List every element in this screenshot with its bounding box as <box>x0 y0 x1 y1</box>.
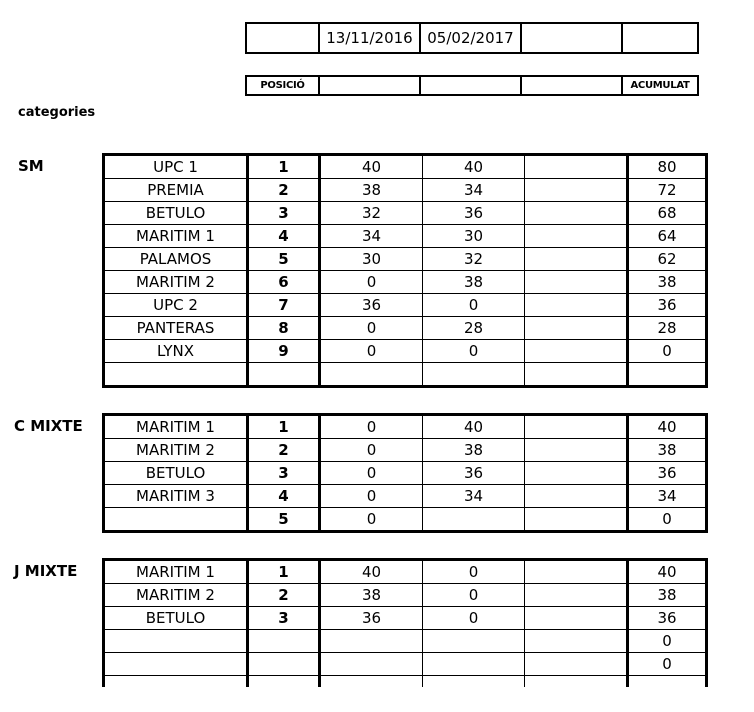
accumulated-cell: 0 <box>628 653 707 676</box>
table-row <box>104 653 707 676</box>
position-cell: 1 <box>248 560 320 584</box>
date1-score-cell: 32 <box>320 202 423 225</box>
position-cell: 4 <box>248 225 320 248</box>
team-name-cell: MARITIM 2 <box>104 584 248 607</box>
date1-score-cell: 38 <box>320 584 423 607</box>
position-cell: 2 <box>248 179 320 202</box>
position-cell: 4 <box>248 485 320 508</box>
accumulated-cell: 0 <box>628 340 707 363</box>
date3-score-cell <box>525 271 628 294</box>
position-cell: 1 <box>248 415 320 439</box>
accumulated-cell: 38 <box>628 439 707 462</box>
date2-score-cell <box>423 653 525 676</box>
date1-score-cell: 0 <box>320 415 423 439</box>
date1-score-cell: 0 <box>320 439 423 462</box>
date2-score-cell: 0 <box>423 560 525 584</box>
table-row <box>104 179 707 202</box>
position-cell: 5 <box>248 248 320 271</box>
team-name-cell: PALAMOS <box>104 248 248 271</box>
date1-score-cell: 38 <box>320 179 423 202</box>
date3-score-cell <box>525 439 628 462</box>
date3-score-cell <box>525 202 628 225</box>
date3-score-cell <box>525 607 628 630</box>
page-bottom-crop <box>0 687 754 712</box>
accumulated-cell: 38 <box>628 584 707 607</box>
date2-score-cell: 40 <box>423 415 525 439</box>
date2-score-cell: 0 <box>423 607 525 630</box>
date3-score-cell <box>525 508 628 532</box>
position-cell <box>248 630 320 653</box>
date3-score-cell <box>525 415 628 439</box>
table-row <box>104 462 707 485</box>
team-name-cell: BETULO <box>104 202 248 225</box>
accumulated-cell: 0 <box>628 508 707 532</box>
table-row <box>104 294 707 317</box>
team-name-cell: MARITIM 1 <box>104 415 248 439</box>
position-cell: 3 <box>248 607 320 630</box>
date3-score-cell <box>525 155 628 179</box>
table-row <box>104 485 707 508</box>
position-cell: 3 <box>248 202 320 225</box>
accumulated-cell: 40 <box>628 415 707 439</box>
date3-score-cell <box>525 653 628 676</box>
date1-score-cell <box>320 653 423 676</box>
accumulated-cell: 36 <box>628 294 707 317</box>
team-name-cell <box>104 653 248 676</box>
date2-score-cell: 28 <box>423 317 525 340</box>
date1-score-cell <box>320 630 423 653</box>
date1-score-cell: 36 <box>320 607 423 630</box>
date1-score-cell: 0 <box>320 485 423 508</box>
date-cell-blank <box>246 23 319 53</box>
date2-score-cell: 34 <box>423 485 525 508</box>
date1-score-cell: 0 <box>320 508 423 532</box>
team-name-cell: UPC 1 <box>104 155 248 179</box>
date3-score-cell <box>525 317 628 340</box>
table-row <box>104 584 707 607</box>
team-name-cell <box>104 363 248 387</box>
date-cell-3 <box>521 23 622 53</box>
table-row <box>104 271 707 294</box>
header-dates-row <box>245 22 699 54</box>
table-row <box>104 225 707 248</box>
table-row <box>104 508 707 532</box>
label-cell-3 <box>521 76 622 95</box>
date1-score-cell: 40 <box>320 560 423 584</box>
date2-score-cell: 0 <box>423 340 525 363</box>
team-name-cell: PREMIA <box>104 179 248 202</box>
accumulated-cell: 72 <box>628 179 707 202</box>
date3-score-cell <box>525 462 628 485</box>
team-name-cell: PANTERAS <box>104 317 248 340</box>
accumulated-cell: 80 <box>628 155 707 179</box>
team-name-cell: MARITIM 2 <box>104 271 248 294</box>
team-name-cell: MARITIM 3 <box>104 485 248 508</box>
position-cell: 8 <box>248 317 320 340</box>
section-label-c-mixte: C MIXTE <box>14 417 83 435</box>
date3-score-cell <box>525 179 628 202</box>
date3-score-cell <box>525 560 628 584</box>
team-name-cell <box>104 508 248 532</box>
date3-score-cell <box>525 485 628 508</box>
team-name-cell: BETULO <box>104 607 248 630</box>
accumulated-header: ACUMULAT <box>622 76 698 95</box>
date1-score-cell: 0 <box>320 271 423 294</box>
section-table-j-mixte <box>102 558 708 701</box>
table-row <box>104 439 707 462</box>
position-cell: 5 <box>248 508 320 532</box>
position-cell: 2 <box>248 584 320 607</box>
accumulated-cell: 40 <box>628 560 707 584</box>
accumulated-cell: 64 <box>628 225 707 248</box>
section-label-j-mixte: J MIXTE <box>14 562 78 580</box>
position-cell: 9 <box>248 340 320 363</box>
date3-score-cell <box>525 584 628 607</box>
position-cell: 3 <box>248 462 320 485</box>
label-cell-2 <box>420 76 521 95</box>
date-cell-2: 05/02/2017 <box>420 23 521 53</box>
accumulated-cell: 0 <box>628 630 707 653</box>
accumulated-cell: 36 <box>628 462 707 485</box>
team-name-cell: LYNX <box>104 340 248 363</box>
date2-score-cell <box>423 630 525 653</box>
team-name-cell: MARITIM 1 <box>104 560 248 584</box>
table-row <box>104 202 707 225</box>
table-row <box>104 317 707 340</box>
position-cell: 1 <box>248 155 320 179</box>
position-cell: 7 <box>248 294 320 317</box>
date3-score-cell <box>525 340 628 363</box>
date2-score-cell: 32 <box>423 248 525 271</box>
date3-score-cell <box>525 225 628 248</box>
date2-score-cell: 0 <box>423 584 525 607</box>
date3-score-cell <box>525 630 628 653</box>
table-row <box>104 415 707 439</box>
date1-score-cell: 0 <box>320 317 423 340</box>
date3-score-cell <box>525 363 628 387</box>
date1-score-cell: 30 <box>320 248 423 271</box>
accumulated-cell: 62 <box>628 248 707 271</box>
date1-score-cell <box>320 363 423 387</box>
team-name-cell: MARITIM 1 <box>104 225 248 248</box>
accumulated-cell: 34 <box>628 485 707 508</box>
position-cell <box>248 653 320 676</box>
accumulated-cell <box>628 363 707 387</box>
section-label-sm: SM <box>18 157 44 175</box>
date1-score-cell: 36 <box>320 294 423 317</box>
date1-score-cell: 0 <box>320 340 423 363</box>
date3-score-cell <box>525 248 628 271</box>
team-name-cell: BETULO <box>104 462 248 485</box>
date2-score-cell <box>423 363 525 387</box>
position-cell: 6 <box>248 271 320 294</box>
date3-score-cell <box>525 294 628 317</box>
table-row <box>104 607 707 630</box>
accumulated-cell: 28 <box>628 317 707 340</box>
date-cell-1: 13/11/2016 <box>319 23 420 53</box>
date2-score-cell: 36 <box>423 202 525 225</box>
team-name-cell <box>104 630 248 653</box>
table-row <box>104 155 707 179</box>
position-cell: 2 <box>248 439 320 462</box>
date2-score-cell: 38 <box>423 271 525 294</box>
date1-score-cell: 34 <box>320 225 423 248</box>
label-cell-1 <box>319 76 420 95</box>
date1-score-cell: 0 <box>320 462 423 485</box>
section-table-c-mixte <box>102 413 708 533</box>
date1-score-cell: 40 <box>320 155 423 179</box>
date2-score-cell: 38 <box>423 439 525 462</box>
date2-score-cell: 30 <box>423 225 525 248</box>
table-row <box>104 363 707 387</box>
position-header: POSICIÓ <box>246 76 319 95</box>
team-name-cell: UPC 2 <box>104 294 248 317</box>
date2-score-cell: 36 <box>423 462 525 485</box>
table-row <box>104 560 707 584</box>
accumulated-cell: 68 <box>628 202 707 225</box>
accumulated-cell: 36 <box>628 607 707 630</box>
position-cell <box>248 363 320 387</box>
section-table-sm <box>102 153 708 388</box>
table-row <box>104 248 707 271</box>
header-labels-row <box>245 75 699 96</box>
date2-score-cell: 40 <box>423 155 525 179</box>
date2-score-cell <box>423 508 525 532</box>
date-cell-4 <box>622 23 698 53</box>
accumulated-cell: 38 <box>628 271 707 294</box>
categories-title: categories <box>18 105 96 120</box>
date2-score-cell: 0 <box>423 294 525 317</box>
date2-score-cell: 34 <box>423 179 525 202</box>
table-row <box>104 630 707 653</box>
team-name-cell: MARITIM 2 <box>104 439 248 462</box>
table-row <box>104 340 707 363</box>
